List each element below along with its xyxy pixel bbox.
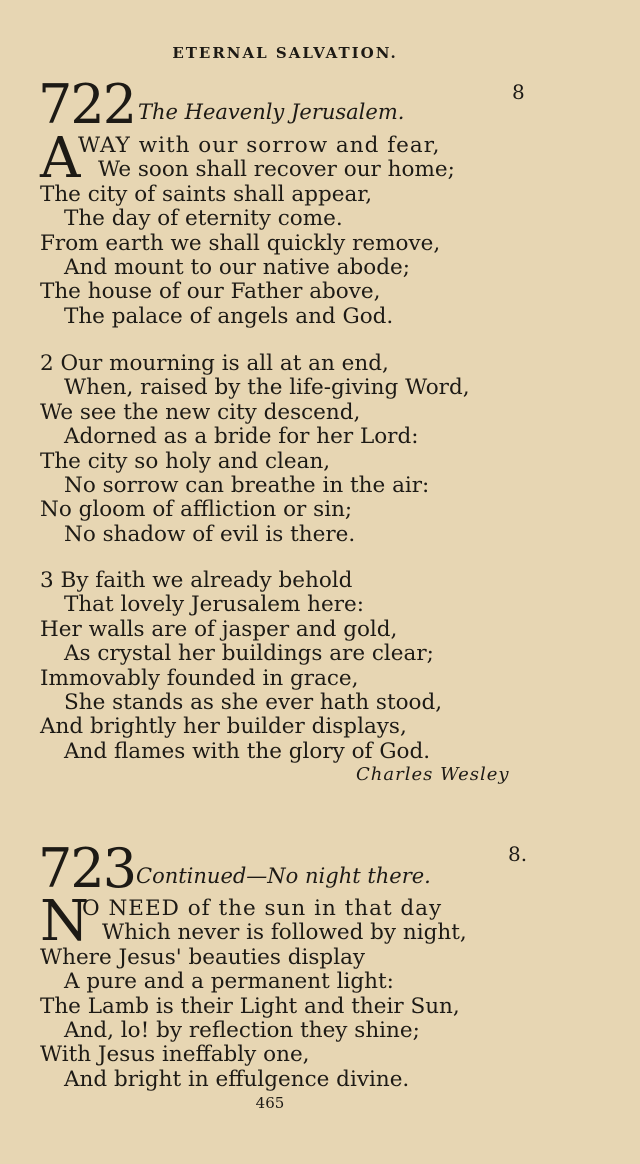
verse-line: No shadow of evil is there.	[64, 521, 356, 547]
verse-line: 2 Our mourning is all at an end,	[40, 351, 389, 376]
hymn-number: 722	[38, 73, 136, 136]
hymn-722-stanza-3	[40, 569, 540, 764]
verse-line: No sorrow can breathe in the air:	[64, 472, 430, 498]
author-attribution: Charles Wesley	[356, 764, 510, 785]
verse-line: And flames with the glory of God.	[64, 738, 431, 764]
page-number: 465	[255, 1094, 285, 1112]
verse-line: As crystal her buildings are clear;	[64, 641, 434, 667]
verse-line: The day of eternity come.	[64, 206, 343, 232]
verse-line: Adorned as a bride for her Lord:	[64, 424, 419, 450]
hymn-723-stanza-1	[40, 889, 540, 1092]
hymn-title: The Heavenly Jerusalem.	[138, 100, 405, 124]
verse-line: And bright in effulgence divine.	[64, 1066, 410, 1092]
verse-line: The Lamb is their Light and their Sun,	[40, 993, 460, 1019]
verse-line: The city of saints shall appear,	[40, 181, 373, 207]
hymn-722-header	[38, 73, 538, 138]
verse-line: 3 By faith we already behold	[40, 568, 353, 593]
drop-cap: N	[40, 889, 89, 954]
verse-line: A pure and a permanent light:	[64, 969, 394, 995]
hymn-meter: 8.	[508, 842, 528, 866]
verse-line: Immovably founded in grace,	[40, 665, 359, 691]
verse-line: Which never is followed by night,	[102, 920, 467, 946]
verse-line: We soon shall recover our home;	[98, 157, 455, 183]
verse-line: The palace of angels and God.	[64, 303, 394, 329]
line-text: WAY with our sorrow and fear,	[78, 133, 441, 158]
verse-line: The city so holy and clean,	[40, 448, 331, 474]
hymn-722-stanza-2	[40, 352, 540, 547]
verse-line: No gloom of affliction or sin;	[40, 497, 353, 523]
hymn-title: Continued—No night there.	[136, 864, 431, 888]
verse-line: She stands as she ever hath stood,	[64, 689, 443, 715]
verse-line: That lovely Jerusalem here:	[64, 592, 364, 618]
drop-cap: A	[40, 126, 81, 191]
verse-line: And brightly her builder displays,	[40, 714, 407, 740]
verse-line: Where Jesus' beauties display	[40, 944, 366, 970]
verse-line: With Jesus ineffably one,	[40, 1042, 310, 1068]
hymn-number: 723	[38, 837, 136, 900]
verse-line: When, raised by the life-giving Word,	[64, 375, 470, 401]
verse-line: From earth we shall quickly remove,	[40, 230, 441, 256]
verse-line: And, lo! by reflection they shine;	[64, 1017, 420, 1043]
verse-line: The house of our Father above,	[40, 279, 381, 305]
hymn-722-stanza-1	[40, 126, 540, 329]
line-text: O NEED of the sun in that day	[82, 896, 443, 921]
hymn-meter: 8	[512, 80, 525, 104]
verse-line: And mount to our native abode;	[64, 254, 410, 280]
running-head: ETERNAL SALVATION.	[172, 44, 398, 62]
hymn-723-header	[38, 837, 538, 902]
verse-line: We see the new city descend,	[40, 399, 361, 425]
verse-line: Her walls are of jasper and gold,	[40, 616, 398, 642]
